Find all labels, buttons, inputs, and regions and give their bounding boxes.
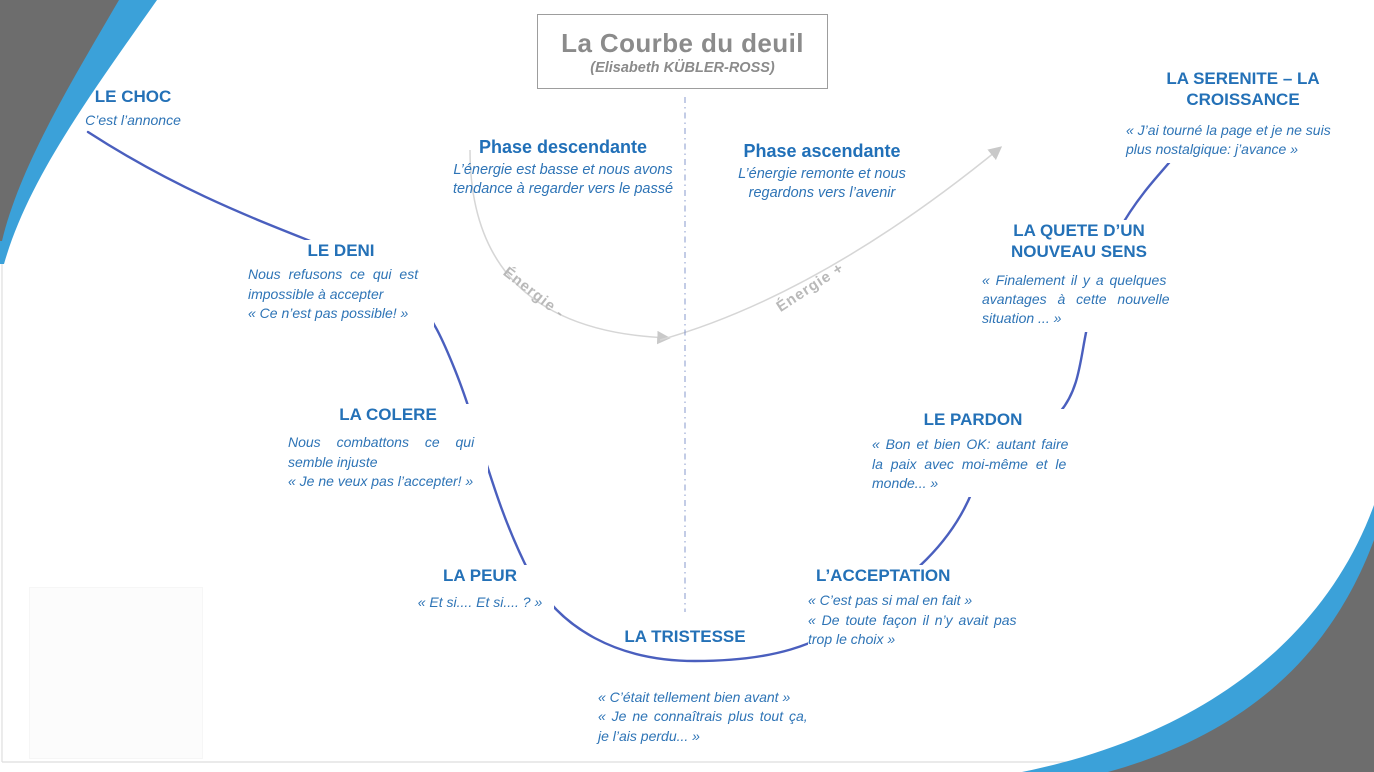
stage-quete-title: LA QUETE D’UN NOUVEAU SENS	[1010, 221, 1148, 262]
stage-deni-title: LE DENI	[307, 241, 375, 260]
stage-peur-title: LA PEUR	[443, 566, 517, 585]
energy-plus-label: Énergie +	[773, 259, 848, 316]
stage-colere-line: Nous combattons ce qui	[288, 434, 475, 451]
energy-minus-label: Énergie -	[499, 263, 568, 323]
stage-colere-line: semble injuste	[288, 453, 378, 470]
stage-peur	[406, 565, 554, 617]
page-subtitle: (Elisabeth KÜBLER-ROSS)	[590, 59, 775, 76]
stage-pardon-line: « Bon et bien OK: autant faire	[872, 436, 1069, 453]
stage-quete-line: situation ... »	[982, 310, 1062, 327]
phase-ascending-title: Phase ascendante	[743, 141, 901, 161]
stage-deni-line: « Ce n’est pas possible! »	[248, 304, 409, 321]
stage-quete	[960, 220, 1198, 332]
stage-acceptation-title: L’ACCEPTATION	[816, 566, 951, 585]
stage-serenite	[1116, 68, 1370, 163]
stage-tristesse-line: je l’ais perdu... »	[598, 727, 700, 744]
corner-decoration-bottom-right	[1022, 505, 1374, 772]
stage-pardon-title: LE PARDON	[923, 410, 1023, 429]
corner-decoration-top-left	[0, 0, 157, 264]
phase-descending	[448, 137, 678, 200]
stage-choc-title: LE CHOC	[94, 87, 172, 106]
stage-quete-line: avantages à cette nouvelle	[982, 290, 1170, 307]
stage-acceptation-line: « C’est pas si mal en fait »	[808, 592, 973, 609]
stage-deni-line: Nous refusons ce qui est	[248, 266, 419, 283]
stage-tristesse-quotes	[598, 688, 828, 746]
stage-acceptation	[808, 565, 1044, 653]
stage-colere-line: « Je ne veux pas l’accepter! »	[288, 472, 474, 489]
stage-choc-line: C’est l’annonce	[85, 112, 181, 129]
stage-serenite-line: plus nostalgique: j’avance »	[1126, 140, 1299, 157]
phase-ascending	[716, 141, 928, 204]
stage-deni	[248, 240, 434, 327]
stage-acceptation-line: trop le choix »	[808, 630, 896, 647]
stage-peur-line: « Et si.... Et si.... ? »	[417, 594, 543, 611]
phase-ascending-line: L’énergie remonte et nous	[738, 166, 906, 182]
stage-deni-line: impossible à accepter	[248, 285, 384, 302]
stage-acceptation-line: « De toute façon il n’y avait pas	[808, 611, 1017, 628]
stage-pardon-line: la paix avec moi-même et le	[872, 455, 1067, 472]
stage-tristesse-line: « C’était tellement bien avant »	[598, 689, 791, 705]
stage-quete-line: « Finalement il y a quelques	[982, 271, 1167, 288]
phase-ascending-line: regardons vers l’avenir	[748, 185, 896, 202]
stage-serenite-title: LA SERENITE – LA CROISSANCE	[1166, 69, 1320, 110]
stage-serenite-line: « J’ai tourné la page et je ne suis	[1126, 121, 1331, 138]
faint-rectangle	[30, 588, 202, 758]
stage-colere-title: LA COLERE	[339, 405, 437, 424]
phase-descending-line: tendance à regarder vers le passé	[452, 181, 674, 198]
stage-pardon-line: monde... »	[872, 474, 939, 491]
stage-colere	[288, 404, 488, 495]
stage-pardon	[872, 409, 1074, 497]
stage-tristesse-title-block	[606, 626, 764, 651]
page-title: La Courbe du deuil	[561, 27, 804, 58]
phase-descending-title: Phase descendante	[478, 137, 648, 157]
phase-descending-line: L’énergie est basse et nous avons	[453, 162, 673, 178]
stage-tristesse-title: LA TRISTESSE	[624, 627, 746, 646]
title-box	[537, 14, 828, 89]
stage-tristesse-line: « Je ne connaîtrais plus tout ça,	[598, 708, 808, 725]
stage-choc	[58, 86, 208, 131]
